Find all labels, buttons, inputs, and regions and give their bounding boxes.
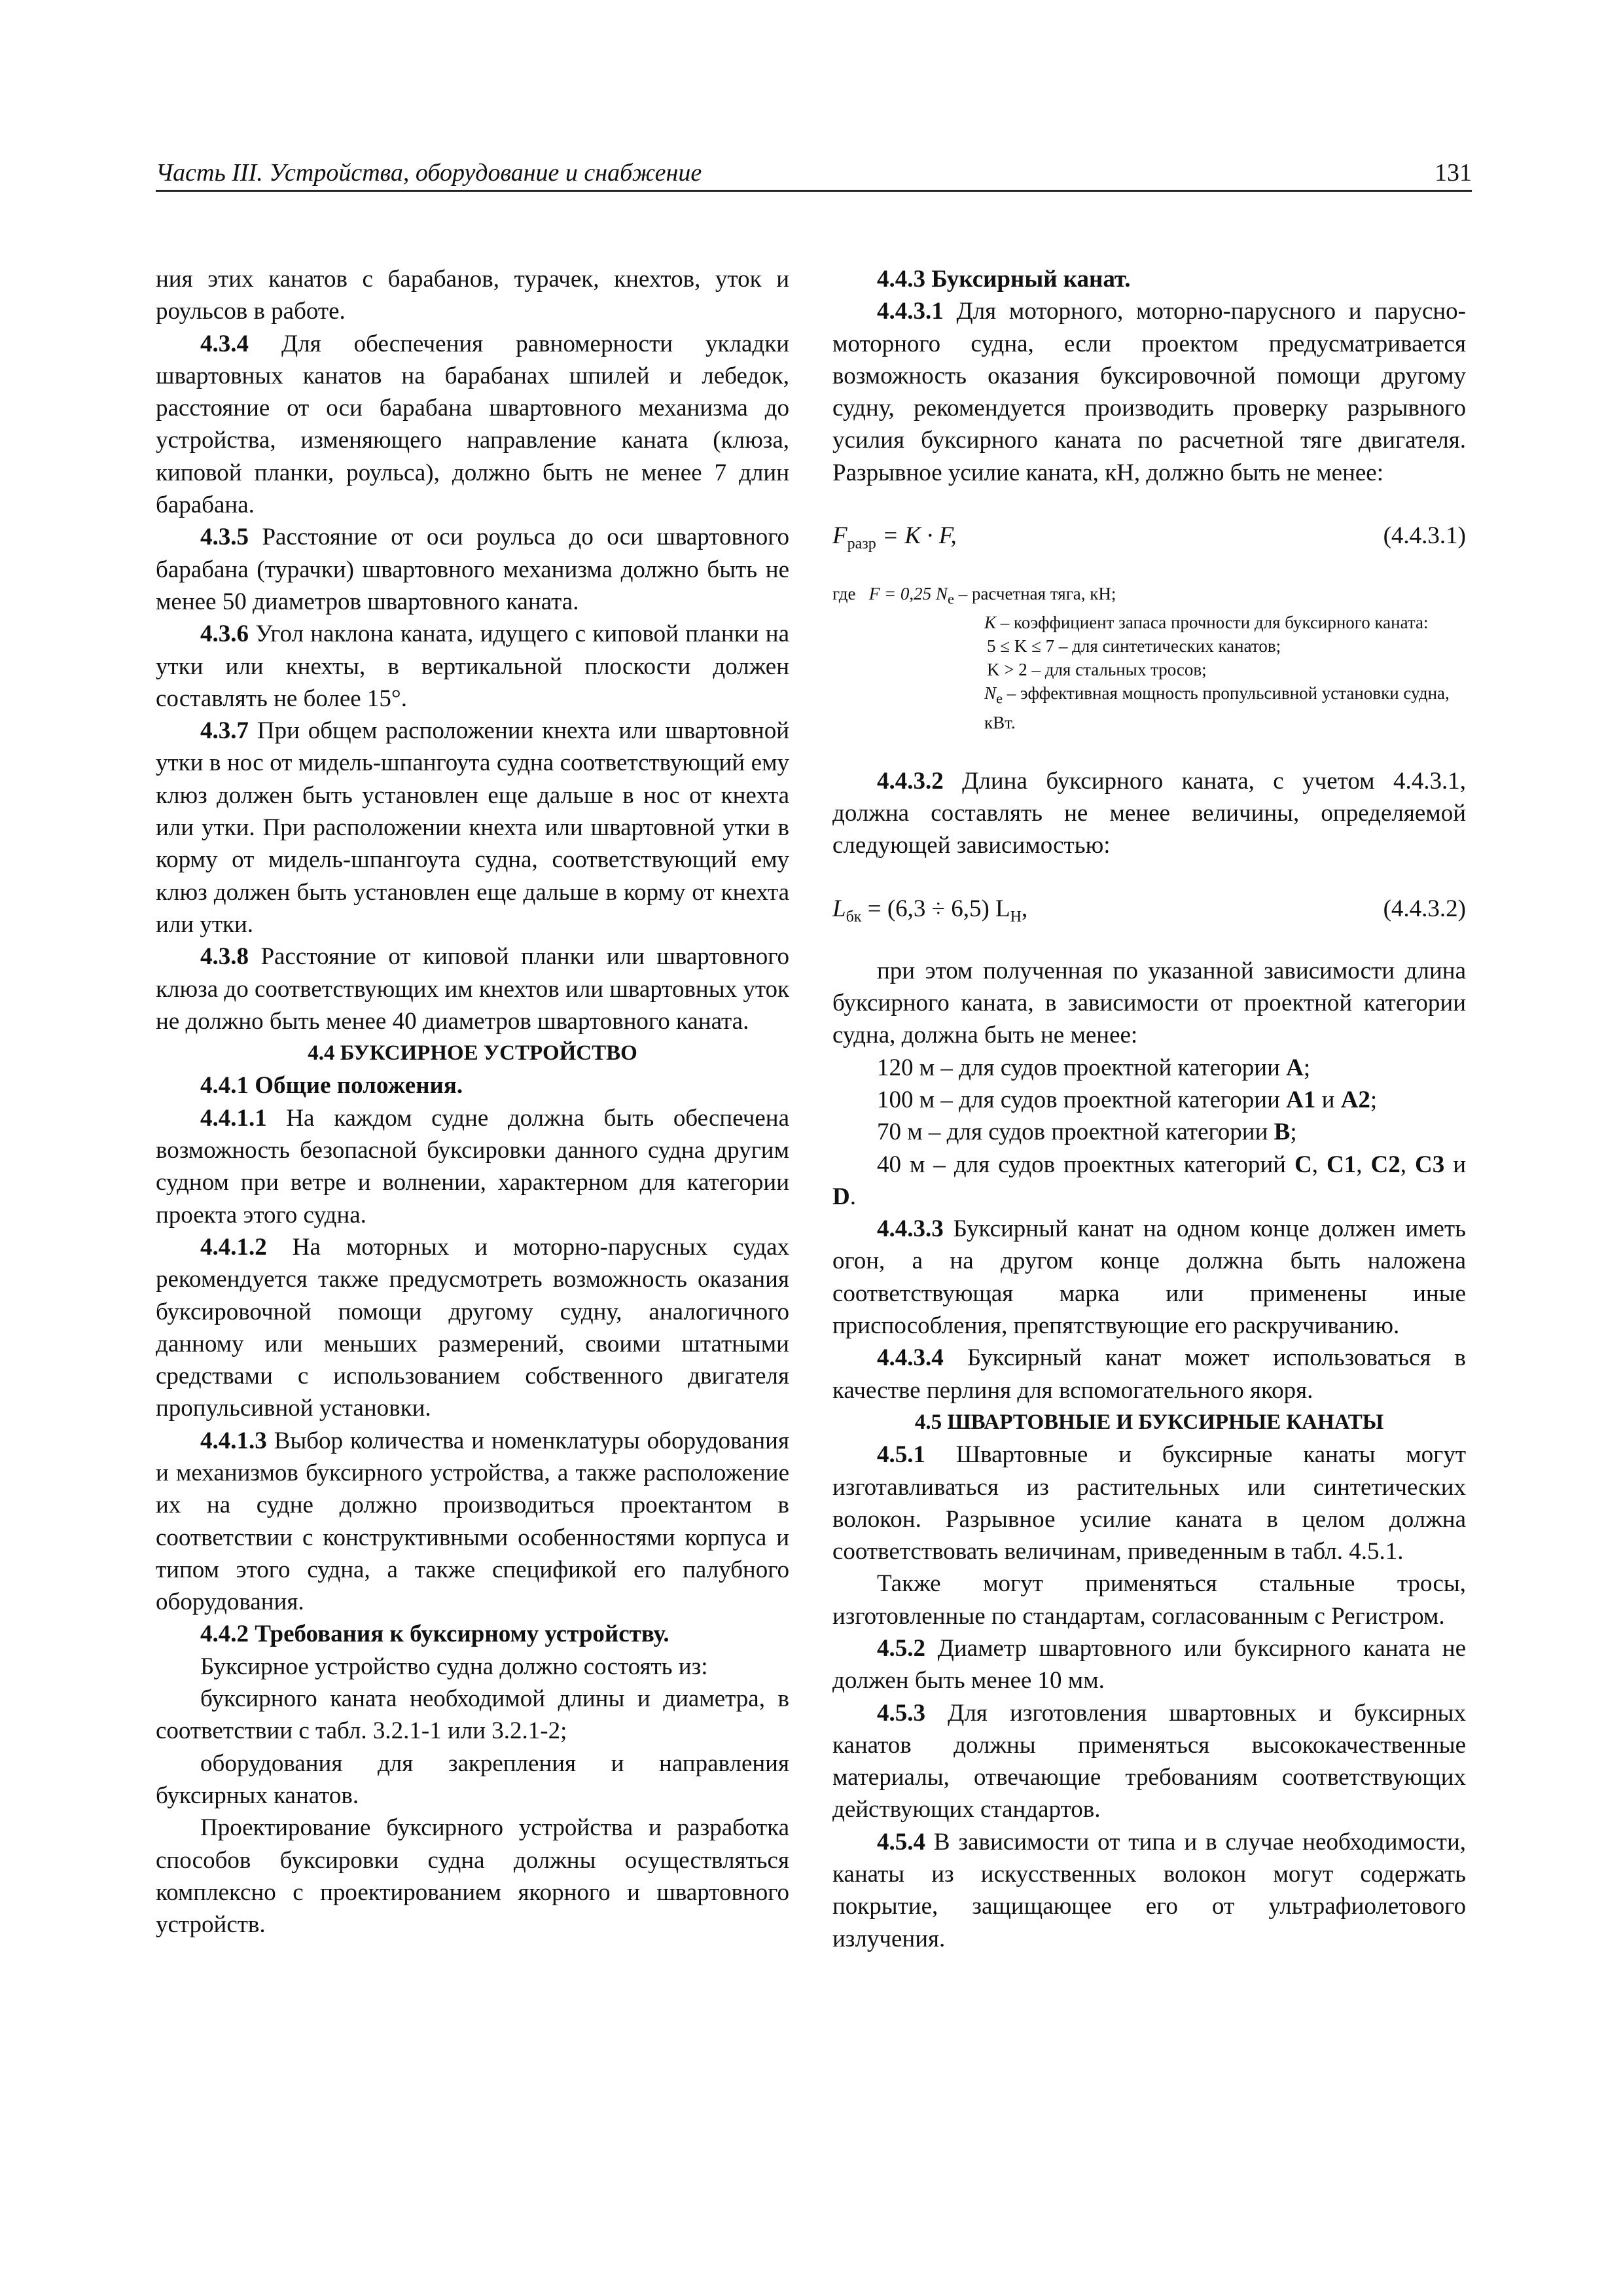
category-label: C2 [1370,1151,1400,1178]
paragraph-4-4-1-3 [156,1425,789,1619]
clause-number: 4.5.2 [877,1634,925,1662]
clause-text: На моторных и моторно-парусных судах рекомендуется также предусмотреть возможность оказания буксировочной помощи другому судну, аналогичного данному или меньших размерений, своими штатными средствами с использованием собственного двигателя пропульсивной установки. [156,1233,789,1422]
list-text: и [1444,1151,1467,1178]
formula-expression [832,893,1027,925]
clause-number: 4.3.7 [200,717,249,745]
legend-text: – эффективная мощность пропульсивной установки судна, кВт. [984,683,1450,732]
formula-var: L [832,895,846,922]
category-label: C1 [1326,1151,1357,1178]
equation-number: (4.4.3.1) [1383,522,1466,550]
legend-where: где [832,584,856,604]
paragraph: ния этих канатов с барабанов, турачек, кнехтов, уток и роульсов в работе. [156,266,789,325]
clause-text: Диаметр швартовного или буксирного каната не должен быть менее 10 мм. [832,1634,1466,1695]
clause-number: 4.5.4 [877,1828,925,1856]
legend-row-f [832,582,1466,611]
paragraph-4-5-4 [832,1826,1466,1955]
category-label: A1 [1286,1086,1316,1113]
legend-var: N [984,683,997,704]
paragraph: Буксирное устройство судна должно состоять из: [200,1653,708,1680]
clause-number: 4.3.4 [200,330,249,357]
clause-number: 4.4.3.4 [877,1344,944,1372]
header-title: Часть III. Устройства, оборудование и снабжение [156,159,702,187]
paragraph-4-3-7 [156,715,789,941]
formula-subscript: бк [846,908,862,925]
legend-row-k [832,611,1466,634]
clause-number: 4.4.3.1 [877,298,944,325]
list-item: буксирного каната необходимой длины и диаметра, в соответствии с табл. 3.2.1-1 или 3.2.1-2; [156,1685,789,1745]
clause-number: 4.5.1 [877,1441,925,1469]
clause-number: 4.5.3 [877,1699,925,1727]
paragraph-4-3-4 [156,328,789,522]
list-item-category-c-d [832,1149,1466,1213]
category-label: B [1274,1119,1291,1146]
category-label: D [832,1183,850,1210]
paragraph-4-4-1-2 [156,1231,789,1425]
page-number: 131 [1435,159,1472,187]
formula-4-4-3-2 [832,893,1466,925]
paragraph: при этом полученная по указанной зависимости длина буксирного каната, в зависимости от проектной категории судна, должна быть не менее: [832,957,1466,1049]
clause-number: 4.3.6 [200,620,249,648]
paragraph-4-5-3 [832,1697,1466,1826]
list-punct: ; [1303,1054,1311,1081]
clause-number: 4.4.1.1 [200,1104,267,1132]
right-column [832,263,1466,1955]
legend-row-k-steel: K > 2 – для стальных тросов; [987,660,1207,680]
section-heading-4-5: 4.5 ШВАРТОВНЫЕ И БУКСИРНЫЕ КАНАТЫ [914,1410,1384,1434]
clause-text: Расстояние от оси роульса до оси швартовного барабана (турачки) швартовного механизма должно быть не менее 50 диаметров швартовного каната. [156,524,789,615]
clause-text: Длина буксирного каната, с учетом 4.4.3.1, должна составлять не менее величины, определяемой следующей зависимостью: [832,767,1466,859]
paragraph-4-5-1 [832,1439,1466,1568]
paragraph: Проектирование буксирного устройства и разработка способов буксировки судна должны осуществляться комплексно с проектированием якорного и швартовного устройств. [156,1814,789,1939]
list-item-category-a1-a2 [832,1084,1466,1116]
legend-subscript: e [996,690,1003,707]
list-text: и [1315,1086,1341,1113]
subsection-heading-4-4-3 [832,263,1466,295]
clause-number: 4.3.8 [200,943,249,971]
list-text: 40 м – для судов проектных категорий [877,1151,1294,1178]
clause-text: В зависимости от типа и в случае необходимости, канаты из искусственных волокон могут содержать покрытие, защищающее его от ультрафиолетового излучения. [832,1828,1466,1952]
formula-subscript: H [1010,908,1022,925]
list-text: 120 м – для судов проектной категории [877,1054,1287,1081]
legend-text: – коэффициент запаса прочности для буксирного каната: [996,613,1429,633]
clause-text: Для изготовления швартовных и буксирных канатов должны применяться высококачественные материалы, отвечающие требованиям соответствующих действующих стандартов. [832,1699,1466,1823]
list-text: 100 м – для судов проектной категории [877,1086,1287,1113]
category-label: A2 [1340,1086,1370,1113]
list-text: 70 м – для судов проектной категории [877,1119,1274,1146]
clause-text: Швартовные и буксирные канаты могут изготавливаться из растительных или синтетических волокон. Разрывное усилие каната в целом должна соответствовать величинам, приведенным в табл. 4.5.1. [832,1441,1466,1566]
category-label: C3 [1414,1151,1445,1178]
list-punct: ; [1290,1119,1297,1146]
left-column [156,263,789,1941]
clause-text: Выбор количества и номенклатуры оборудования и механизмов буксирного устройства, а также расположение их на судне должно производиться проектантом в соответствии с конструктивными особенностями корпуса и типом этого судна, а также спецификой его палубного оборудования. [156,1427,789,1616]
list-item-category-b [832,1116,1466,1148]
list-punct: . [849,1183,856,1210]
formula-expression [832,520,957,552]
clause-number: 4.4.3.3 [877,1215,944,1243]
list-punct: , [1400,1151,1415,1178]
formula-4-4-3-1 [832,520,1466,552]
formula-end: , [1021,895,1028,922]
paragraph-4-3-8 [156,941,789,1037]
legend-text: – расчетная тяга, кН; [954,584,1116,604]
paragraph-4-4-3-1 [832,295,1466,489]
clause-text: Расстояние от киповой планки или швартовного клюза до соответствующих им кнехтов или швартовных уток не должно быть менее 40 диаметров швартовного каната. [156,943,789,1035]
list-punct: , [1311,1151,1327,1178]
paragraph-4-4-3-2 [832,765,1466,862]
formula-subscript: разр [847,535,876,553]
clause-number: 4.4.1.2 [200,1233,267,1261]
section-heading-4-4: 4.4 БУКСИРНОЕ УСТРОЙСТВО [308,1041,637,1066]
clause-text: Угол наклона каната, идущего с киповой планки на утки или кнехты, в вертикальной плоскости должен составлять не более 15°. [156,620,789,712]
paragraph-4-3-5 [156,521,789,618]
clause-number: 4.4.3.2 [877,767,944,795]
clause-number: 4.4.1.3 [200,1427,267,1454]
category-label: C [1294,1151,1312,1178]
category-label: A [1286,1054,1304,1081]
formula-rhs: = K · F, [876,522,957,550]
subsection-title: 4.4.1 Общие положения. [200,1072,463,1100]
paragraph-4-3-6 [156,618,789,715]
clause-text: Буксирный канат на одном конце должен иметь огон, а на другом конце должна быть наложена соответствующая марка или применены иные приспособления, препятствующие его раскручиванию. [832,1215,1466,1340]
clause-text: При общем расположении кнехта или швартовной утки в нос от мидель-шпангоута судна соответствующий ему клюз должен быть установлен еще дальше в нос от кнехта или утки. При расположении кнехта или швартовной утки в корму от мидель-шпангоута судна, соответствующий ему клюз должен быть установлен еще дальше в корму от кнехта или утки. [156,717,789,938]
subsection-title: 4.4.2 Требования к буксирному устройству. [200,1621,669,1648]
subsection-heading-4-4-2 [156,1618,789,1650]
list-punct: , [1356,1151,1371,1178]
paragraph-4-5-2 [832,1632,1466,1697]
clause-text: Буксирный канат может использоваться в качестве перлиня для вспомогательного якоря. [832,1344,1466,1404]
legend-subscript: e [947,590,954,607]
clause-text: На каждом судне должна быть обеспечена возможность безопасной буксировки данного судна другим судном при ветре и волнении, характерном для категории проекта этого судна. [156,1104,789,1229]
legend-row-n [832,681,1466,734]
formula-var: F [832,522,847,550]
subsection-title: 4.4.3 Буксирный канат. [877,266,1131,293]
formula-rhs: = (6,3 ÷ 6,5) L [861,895,1010,922]
running-header [156,156,1472,192]
legend-var: K [984,613,997,633]
legend-row-k-synthetic: 5 ≤ K ≤ 7 – для синтетических канатов; [987,636,1281,656]
subsection-heading-4-4-1 [156,1069,789,1102]
paragraph: Также могут применяться стальные тросы, изготовленные по стандартам, согласованным с Регистром. [832,1570,1466,1630]
equation-number: (4.4.3.2) [1383,895,1466,922]
paragraph-4-4-1-1 [156,1102,789,1231]
paragraph-4-4-3-3 [832,1213,1466,1342]
clause-number: 4.3.5 [200,524,249,551]
formula-legend [832,582,1466,734]
legend-var: F = 0,25 N [868,584,948,604]
list-punct: ; [1370,1086,1378,1113]
paragraph-4-4-3-4 [832,1342,1466,1407]
clause-text: Для обеспечения равномерности укладки швартовных канатов на барабанах шпилей и лебедок, расстояние от оси барабана швартовного механизма до устройства, изменяющего направление каната (клюза, киповой планки, роульса), должно быть не менее 7 длин барабана. [156,330,789,519]
list-item: оборудования для закрепления и направления буксирных канатов. [156,1749,789,1809]
list-item-category-a [832,1052,1466,1084]
clause-text: Для моторного, моторно-парусного и парусно-моторного судна, если проектом предусматривается возможность оказания буксировочной помощи другому судну, рекомендуется производить проверку разрывного усилия буксирного каната по расчетной тяге двигателя. Разрывное усилие каната, кН, должно быть не менее: [832,298,1466,486]
